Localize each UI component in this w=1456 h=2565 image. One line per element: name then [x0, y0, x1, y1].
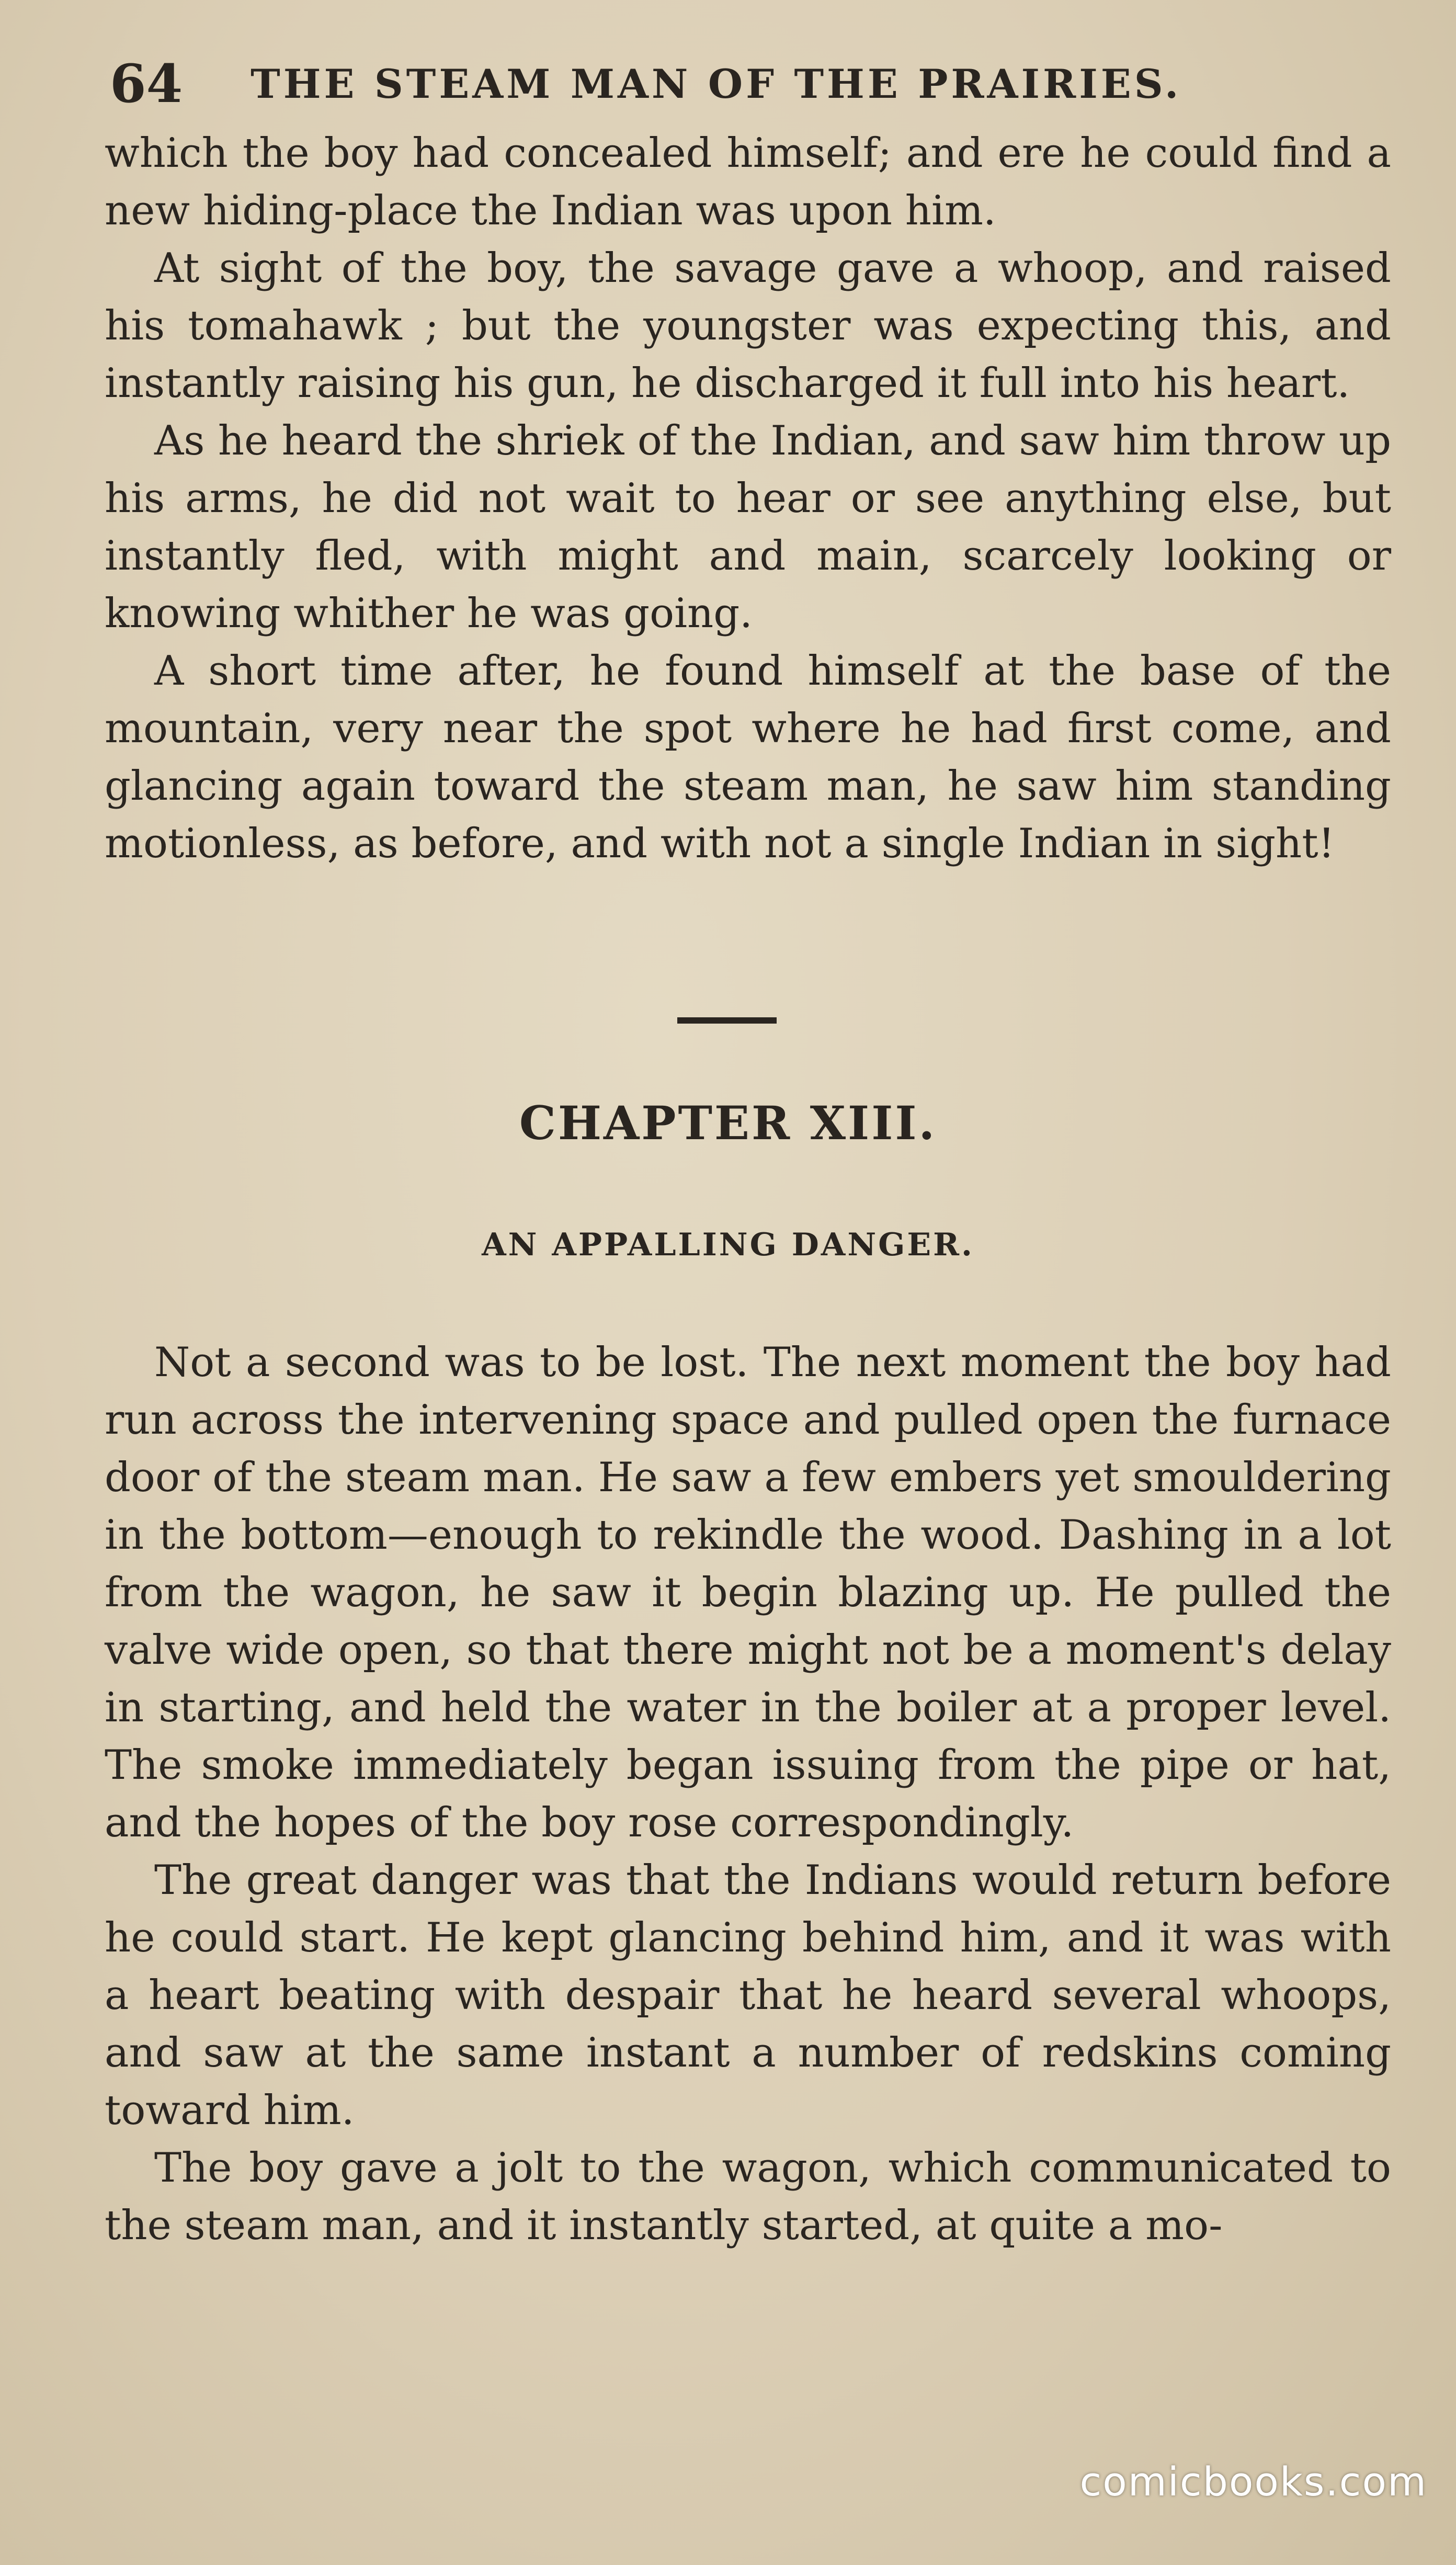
running-head: THE STEAM MAN OF THE PRAIRIES. — [251, 60, 1182, 107]
paragraph: At sight of the boy, the savage gave a whoop, and raised his tomahawk ; but the youngster was expecting this, and instantly raising his gun, he discharged it full into his heart. — [105, 245, 1391, 407]
watermark: comicbooks.com — [1079, 2458, 1427, 2505]
paragraph: The boy gave a jolt to the wagon, which communicated to the steam man, and it instantly started, at quite a mo- — [105, 2144, 1391, 2249]
chapter-subtitle: AN APPALLING DANGER. — [482, 1227, 974, 1263]
paragraph: Not a second was to be lost. The next moment the boy had run across the intervening space and pulled open the furnace door of the steam man. He saw a few embers yet smouldering in the bottom—enough to rekindle the wood. Dashing in a lot from the wagon, he saw it begin blazing up. He pulled the valve wide open, so that there might not be a moment's delay in starting, and held the water in the boiler at a proper level. The smoke immediately began issuing from the pipe or hat, and the hopes of the boy rose correspondingly. — [105, 1339, 1391, 1846]
paragraph: As he heard the shriek of the Indian, and saw him throw up his arms, he did not wait to hear or see anything else, but instantly fled, with might and main, scarcely looking or knowing whither he was going. — [105, 417, 1391, 637]
paragraph: A short time after, he found himself at the base of the mountain, very near the spot where he had first come, and glancing again toward the steam man, he saw him standing motionless, as before, and with not a single Indian in sight! — [105, 648, 1391, 867]
page-number: 64 — [110, 53, 183, 115]
text-block-before — [105, 124, 1391, 872]
paragraph: which the boy had concealed himself; and ere he could find a new hiding-place the Indian was upon him. — [105, 130, 1391, 234]
section-rule — [677, 1017, 777, 1024]
paragraph: The great danger was that the Indians would return before he could start. He kept glancing behind him, and it was with a heart beating with despair that he heard several whoops, and saw at the same instant a number of redskins coming toward him. — [105, 1857, 1391, 2134]
text-block-after — [105, 1334, 1391, 2254]
page-header — [110, 52, 1402, 115]
chapter-heading: CHAPTER XIII. — [519, 1096, 937, 1150]
